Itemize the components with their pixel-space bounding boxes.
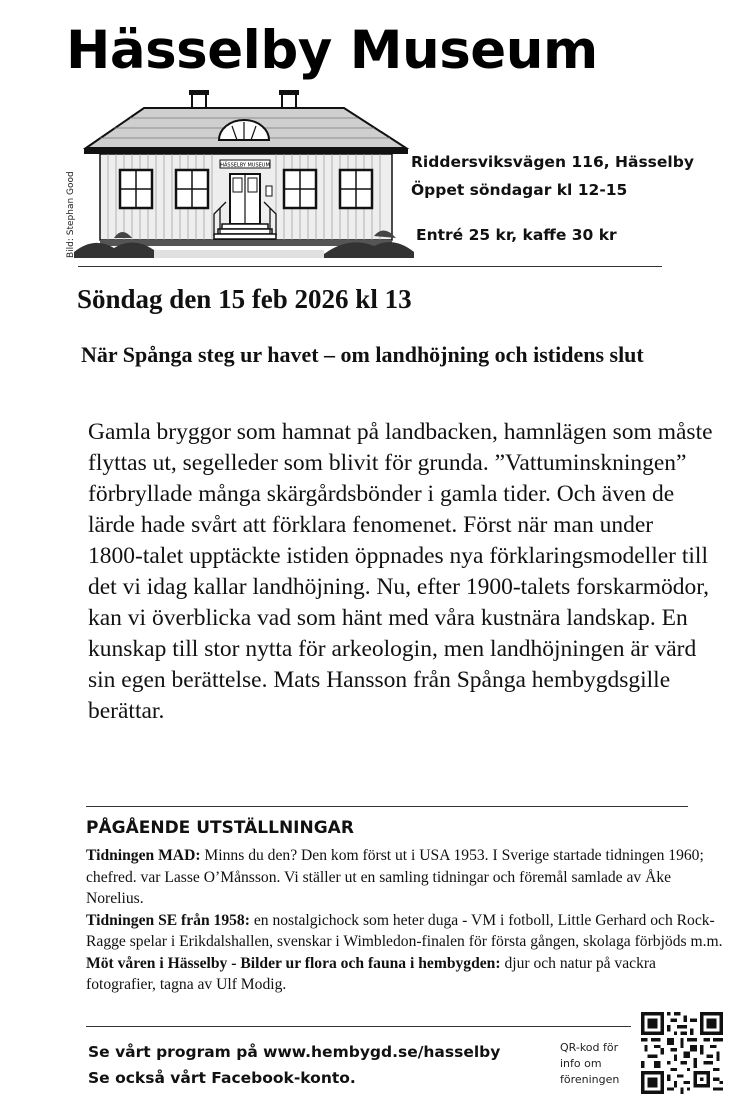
entrance-fee: Entré 25 kr, kaffe 30 kr	[416, 226, 617, 244]
exhibitions-list	[86, 845, 726, 996]
qr-code-icon[interactable]	[641, 1012, 723, 1094]
divider	[78, 266, 662, 267]
divider	[86, 806, 688, 807]
exhibition-item	[86, 910, 726, 953]
museum-address: Riddersviksvägen 116, Hässelby	[411, 153, 694, 171]
event-date: Söndag den 15 feb 2026 kl 13	[77, 284, 412, 314]
exhibition-text: djur och natur på vackra fotografier, tagna av Ulf Modig.	[86, 954, 656, 993]
exhibition-title: Möt våren i Hässelby - Bilder ur flora och fauna i hembygden:	[86, 954, 501, 972]
facebook-text: Se också vårt Facebook-konto.	[88, 1069, 356, 1087]
program-link-text: Se vårt program på www.hembygd.se/hasselby	[88, 1043, 501, 1061]
exhibitions-heading: PÅGÅENDE UTSTÄLLNINGAR	[86, 818, 354, 838]
lecture-title: När Spånga steg ur havet – om landhöjning och istidens slut	[81, 342, 644, 367]
photo-credit: Bild: Stephan Good	[66, 171, 76, 258]
museum-building-illustration	[74, 86, 414, 258]
qr-label: QR-kod för info om föreningen	[560, 1041, 620, 1086]
exhibition-item	[86, 845, 726, 910]
event-description: Gamla bryggor som hamnat på landbacken, hamnlägen som måste flyttas ut, segelleder som blivit för grunda. ”Vattuminskningen” förbryllade många skärgårdsbönder i gamla tider. Och även de lärde hade svårt att förklara fenomenet. Först när man under 1800-talet upptäckte istiden öppnades nya förklaringsmodeller till det vi idag kallar landhöjning. Nu, efter 1900-talets forskarmödor, kan vi överblicka vad som hänt med våra kustnära landskap. En kunskap till stor nytta för arkeologin, men landhöjningen är värd sin egen berättelse. Mats Hansson från Spånga hembygdsgille berättar.	[88, 419, 713, 724]
divider	[86, 1026, 631, 1027]
exhibition-item	[86, 953, 726, 996]
exhibition-title: Tidningen SE från 1958:	[86, 911, 250, 929]
opening-hours: Öppet söndagar kl 12-15	[411, 181, 628, 199]
exhibition-text: en nostalgichock som heter duga - VM i fotboll, Little Gerhard och Rock-Ragge spelar i Erikdalshallen, svenskar i Wimbledon-finalen för första gången, skolaga förbjöds m.m.	[86, 911, 723, 950]
page-title: Hässelby Museum	[66, 20, 598, 81]
building-sign: HÄSSELBY MUSEUM	[220, 162, 270, 169]
exhibition-title: Tidningen MAD:	[86, 847, 201, 864]
exhibition-text: Minns du den? Den kom först ut i USA 1953. I Sverige startade tidningen 1960; chefred. var Lasse O’Månsson. Vi ställer ut en samling tidningar och föremål samlade av Åke Norelius.	[86, 847, 704, 907]
